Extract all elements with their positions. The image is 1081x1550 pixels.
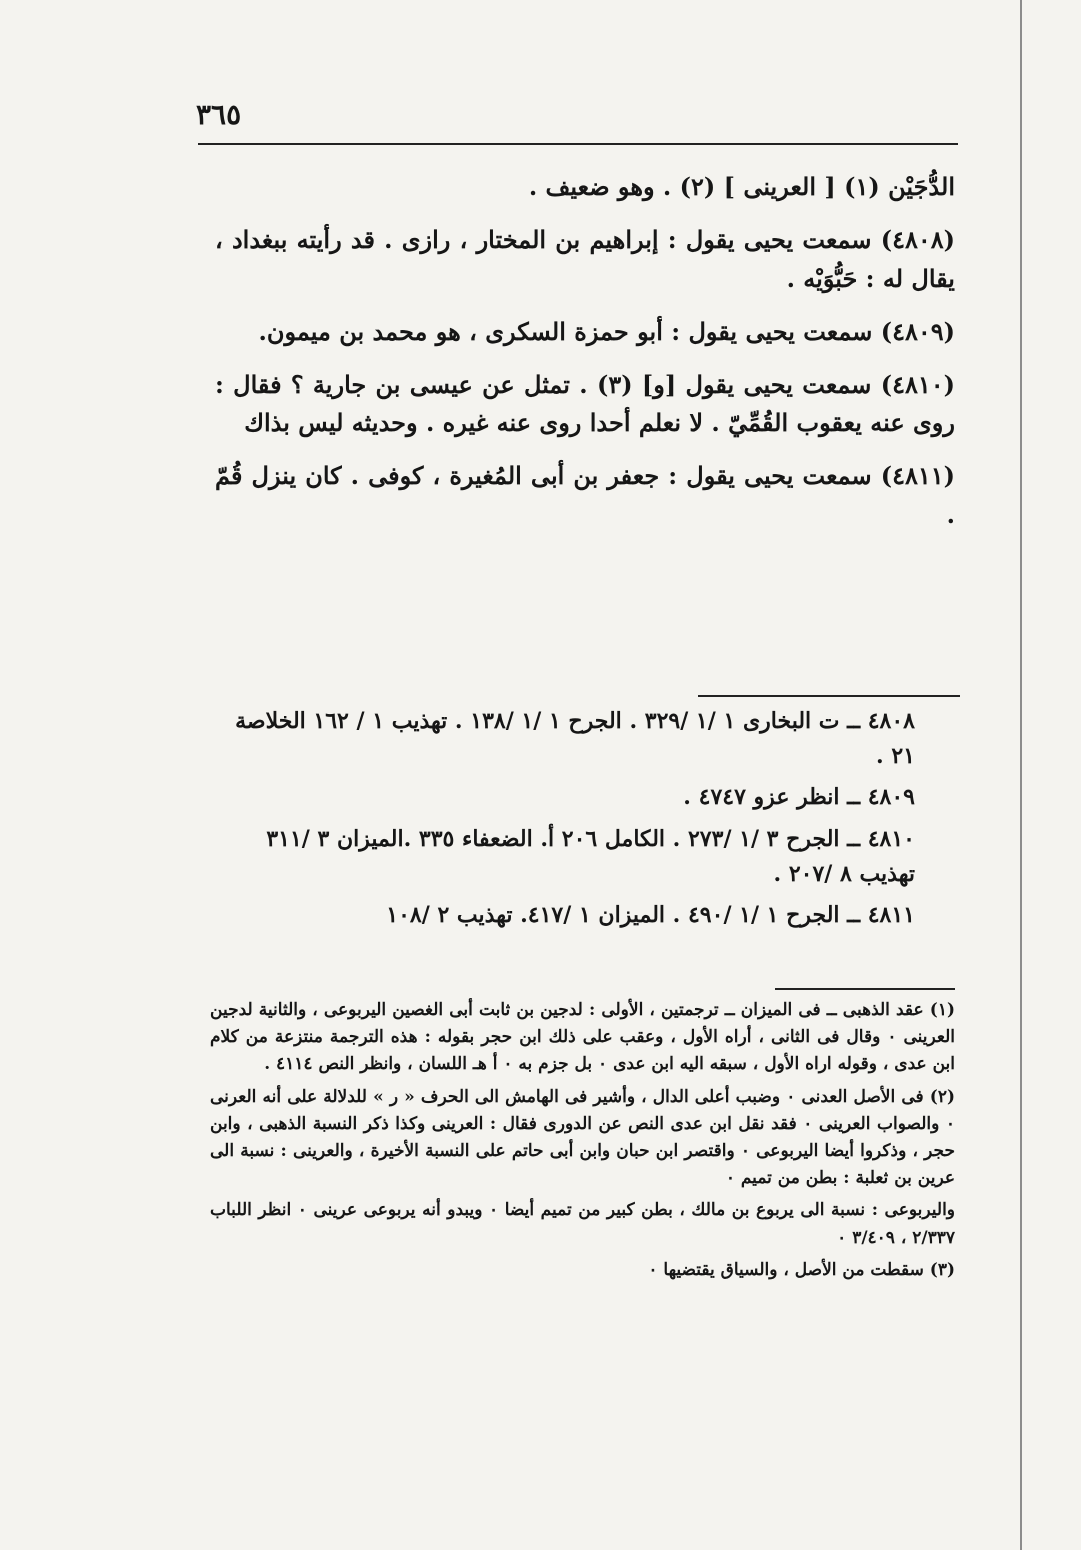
sources-rule [698,695,960,697]
main-paragraph: (٤٨١١) سمعت يحيى يقول : جعفر بن أبى المُغيرة ، كوفى . كان ينزل قُمّ . [215,461,955,530]
footnotes-rule [775,988,955,990]
source-entry: ٤٨٠٩ ــ انظر عزو ٤٧٤٧ . [683,784,915,811]
page-number: ٣٦٥ [196,98,242,131]
main-paragraph: (٤٨٠٩) سمعت يحيى يقول : أبو حمزة السكرى ، هو محمد بن ميمون. [258,316,955,346]
main-paragraph: الدُّجَيْن (١) [ العرينى ] (٢) . وهو ضعيف . [528,172,955,201]
source-entry: ٤٨٠٨ ــ ت البخارى ١ /١ /٣٢٩ . الجرح ١ /١ /١٣٨ . تهذيب ١ / ١٦٢ الخلاصة ٢١ . [235,708,915,770]
footnote: واليربوعى : نسبة الى يربوع بن مالك ، بطن كبير من تميم أيضا ٠ ويبدو أنه يربوعى عرينى ٠ انظر اللباب ٢/٣٣٧ ، ٣/٤٠٩ ٠ [210,1200,956,1248]
main-text [215,168,955,549]
page-edge-line [1020,0,1022,1550]
sources-section [215,704,915,939]
main-paragraph: (٤٨١٠) سمعت يحيى يقول [و] (٣) . تمثل عن عيسى بن جارية ؟ فقال : روى عنه يعقوب القُمِّيّ . لا نعلم أحدا روى عنه غيره . وحديثه ليس بذاك [215,369,955,438]
main-paragraph: (٤٨٠٨) سمعت يحيى يقول : إبراهيم بن المختار ، رازى . قد رأيته ببغداد ، يقال له : حَبُّوَيْه . [215,224,955,293]
header-rule [198,143,958,145]
footnote: (١) عقد الذهبى ــ فى الميزان ــ ترجمتين ، الأولى : لدجين بن ثابت أبى الغصين اليربوعى ، والثانية لدجين العرينى ٠ وقال فى الثانى ، أراه الأول ، وعقب على ذلك ابن حجر بقوله : هذه الترجمة منتزعة من كلام ابن عدى ، وقوله اراه الأول ، سبقه اليه ابن عدى ٠ بل جزم به ٠ أ هـ اللسان ، وانظر النص ٤١١٤ . [210,1000,955,1075]
footnote: (٣) سقطت من الأصل ، والسياق يقتضيها ٠ [648,1259,955,1280]
footnotes-section [210,997,955,1289]
footnote: (٢) فى الأصل العدنى ٠ وضبب أعلى الدال ، وأشير فى الهامش الى الحرف « ر » للدلالة على أنه العرنى ٠ والصواب العرينى ٠ فقد نقل ابن عدى النص عن الدورى فقال : العرينى وكذا ذكر النسبة الذهبى ، وابن حجر ، وذكروا أيضا اليربوعى ٠ واقتصر ابن حبان وابن أبى حاتم على النسبة الأخيرة ، والعرينى : نسبة الى عرين بن ثعلبة : بطن من تميم ٠ [210,1086,956,1189]
source-entry: ٤٨١٠ ــ الجرح ٣ /١ /٢٧٣ . الكامل ٢٠٦ أ. الضعفاء ٣٣٥ .الميزان ٣ /٣١١ تهذيب ٨ /٢٠٧ . [266,825,915,887]
source-entry: ٤٨١١ ــ الجرح ١ /١ /٤٩٠ . الميزان ١ /٤١٧. تهذيب ٢ /١٠٨ [386,901,915,928]
